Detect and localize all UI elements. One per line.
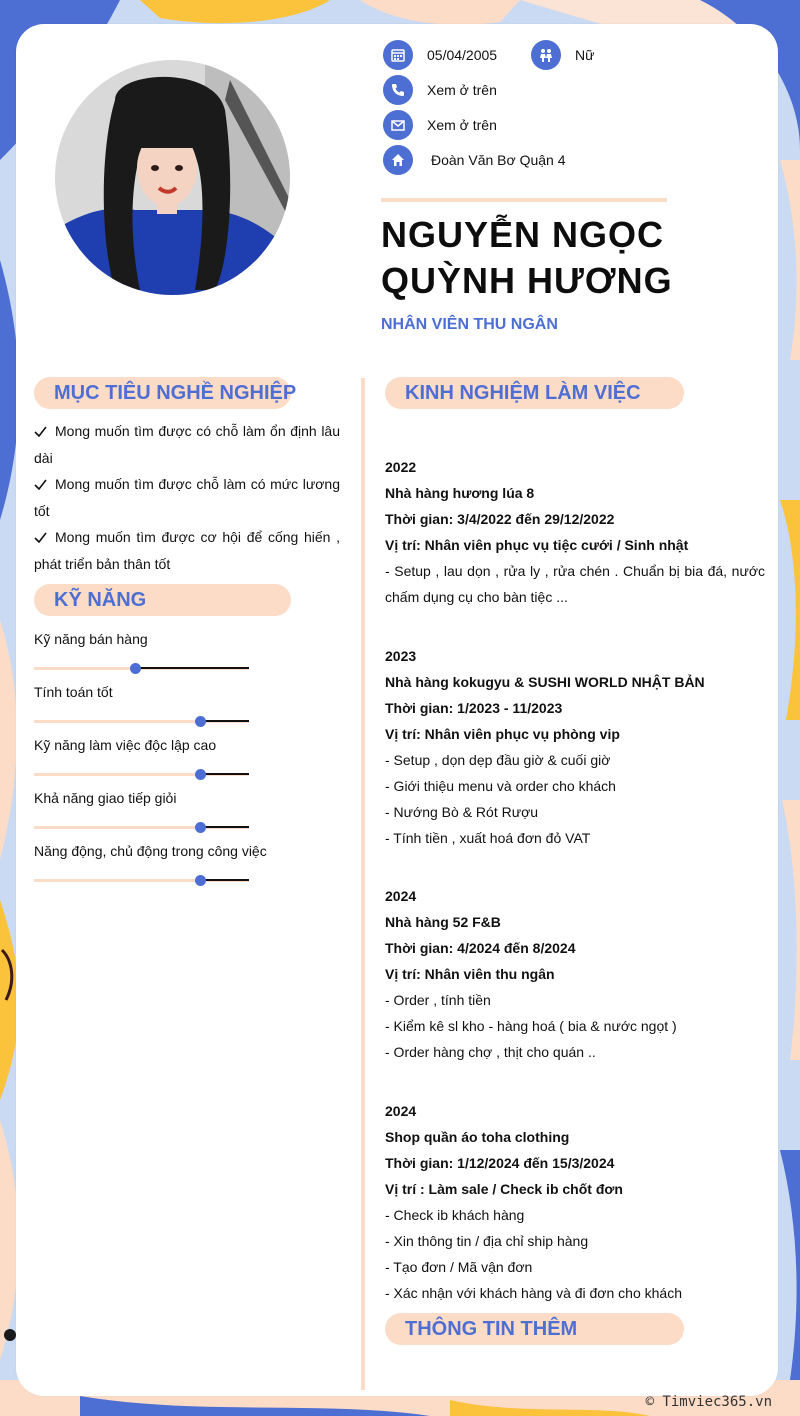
experience-company: Nhà hàng kokugyu & SUSHI WORLD NHẬT BẢN bbox=[385, 674, 705, 690]
experience-detail: - Xin thông tin / địa chỉ ship hàng bbox=[385, 1233, 589, 1249]
job-title: NHÂN VIÊN THU NGÂN bbox=[381, 316, 558, 333]
check-icon bbox=[34, 419, 47, 445]
gender-row bbox=[531, 40, 594, 70]
skill-item bbox=[34, 683, 334, 726]
skill-level-marker bbox=[195, 822, 206, 833]
email-value: Xem ở trên bbox=[427, 117, 497, 133]
dob-value: 05/04/2005 bbox=[427, 47, 498, 63]
objective-heading: MỤC TIÊU NGHỀ NGHIỆP bbox=[34, 377, 291, 409]
experience-heading: KINH NGHIỆM LÀM VIỆC bbox=[385, 377, 684, 409]
experience-company: Shop quần áo toha clothing bbox=[385, 1129, 570, 1145]
address-value: Đoàn Văn Bơ Quận 4 bbox=[431, 152, 566, 168]
experience-position: Vị trí : Làm sale / Check ib chốt đơn bbox=[385, 1181, 623, 1197]
dob-row bbox=[383, 40, 497, 70]
experience-entry bbox=[385, 643, 765, 851]
experience-company: Nhà hàng hương lúa 8 bbox=[385, 485, 535, 501]
skill-level-bar bbox=[34, 716, 249, 726]
home-icon bbox=[383, 145, 413, 175]
objective-item: Mong muốn tìm được chỗ làm có mức lương tốt bbox=[34, 471, 340, 524]
skill-item bbox=[34, 736, 334, 779]
experience-time: Thời gian: 3/4/2022 đến 29/12/2022 bbox=[385, 511, 615, 527]
experience-detail: - Order hàng chợ , thịt cho quán .. bbox=[385, 1044, 596, 1060]
experience-detail: - Setup , dọn dẹp đầu giờ & cuối giờ bbox=[385, 752, 611, 768]
experience-year: 2024 bbox=[385, 888, 417, 904]
name-line-1: NGUYỄN NGỌC bbox=[381, 214, 665, 255]
objective-item: Mong muốn tìm được có chỗ làm ổn định lâu dài bbox=[34, 418, 340, 471]
phone-icon bbox=[383, 75, 413, 105]
header-divider bbox=[381, 198, 667, 202]
skill-level-marker bbox=[195, 875, 206, 886]
phone-row bbox=[383, 75, 497, 105]
experience-detail: - Check ib khách hàng bbox=[385, 1207, 525, 1223]
skill-level-marker bbox=[130, 663, 141, 674]
check-icon bbox=[34, 472, 47, 498]
skill-level-marker bbox=[195, 769, 206, 780]
skill-label: Kỹ năng làm việc độc lập cao bbox=[34, 737, 217, 753]
skill-level-marker bbox=[195, 716, 206, 727]
gender-icon bbox=[531, 40, 561, 70]
experience-company: Nhà hàng 52 F&B bbox=[385, 914, 501, 930]
candidate-name bbox=[381, 212, 761, 304]
skill-label: Năng động, chủ động trong công việc bbox=[34, 843, 267, 859]
column-divider bbox=[361, 378, 365, 1390]
skill-label: Kỹ năng bán hàng bbox=[34, 631, 148, 647]
skill-label: Tính toán tốt bbox=[34, 684, 113, 700]
skills-heading: KỸ NĂNG bbox=[34, 584, 291, 616]
experience-detail: - Xác nhận với khách hàng và đi đơn cho khách bbox=[385, 1285, 682, 1301]
skill-item bbox=[34, 789, 334, 832]
skill-level-bar bbox=[34, 663, 249, 673]
experience-detail: - Giới thiệu menu và order cho khách bbox=[385, 778, 616, 794]
objective-item: Mong muốn tìm được cơ hội để cống hiến , phát triển bản thân tốt bbox=[34, 524, 340, 577]
skill-label: Khả năng giao tiếp giỏi bbox=[34, 790, 177, 806]
experience-entry bbox=[385, 454, 765, 610]
experience-entry bbox=[385, 883, 765, 1065]
name-line-2: QUỲNH HƯƠNG bbox=[381, 260, 673, 301]
mail-icon bbox=[383, 110, 413, 140]
skill-level-bar bbox=[34, 822, 249, 832]
gender-value: Nữ bbox=[575, 47, 595, 63]
skill-item bbox=[34, 842, 334, 885]
experience-time: Thời gian: 1/2023 - 11/2023 bbox=[385, 700, 563, 716]
experience-detail: - Order , tính tiền bbox=[385, 992, 491, 1008]
experience-year: 2022 bbox=[385, 459, 417, 475]
profile-photo bbox=[55, 60, 290, 295]
skill-level-bar bbox=[34, 769, 249, 779]
watermark: © Timviec365.vn bbox=[645, 1394, 772, 1410]
phone-value: Xem ở trên bbox=[427, 82, 497, 98]
calendar-icon bbox=[383, 40, 413, 70]
objective-list bbox=[34, 418, 340, 577]
experience-year: 2023 bbox=[385, 648, 417, 664]
skill-item bbox=[34, 630, 334, 673]
experience-position: Vị trí: Nhân viên phục vụ phòng vip bbox=[385, 726, 620, 742]
experience-position: Vị trí: Nhân viên thu ngân bbox=[385, 966, 555, 982]
experience-detail: - Tạo đơn / Mã vận đơn bbox=[385, 1259, 533, 1275]
experience-detail: - Tính tiền , xuất hoá đơn đỏ VAT bbox=[385, 830, 591, 846]
experience-detail: - Nướng Bò & Rót Rượu bbox=[385, 804, 539, 820]
experience-time: Thời gian: 4/2024 đến 8/2024 bbox=[385, 940, 576, 956]
address-row bbox=[383, 145, 566, 175]
experience-time: Thời gian: 1/12/2024 đến 15/3/2024 bbox=[385, 1155, 615, 1171]
experience-year: 2024 bbox=[385, 1103, 417, 1119]
experience-entry bbox=[385, 1098, 765, 1306]
skill-level-bar bbox=[34, 875, 249, 885]
check-icon bbox=[34, 525, 47, 551]
experience-position: Vị trí: Nhân viên phục vụ tiệc cưới / Sinh nhật bbox=[385, 537, 689, 553]
experience-detail: - Kiểm kê sl kho - hàng hoá ( bia & nước ngọt ) bbox=[385, 1018, 677, 1034]
extra-info-heading: THÔNG TIN THÊM bbox=[385, 1313, 684, 1345]
experience-detail: - Setup , lau dọn , rửa ly , rửa chén . Chuẩn bị bia đá, nước chấm dụng cụ cho bàn tiệc ... bbox=[385, 563, 765, 605]
email-row bbox=[383, 110, 497, 140]
